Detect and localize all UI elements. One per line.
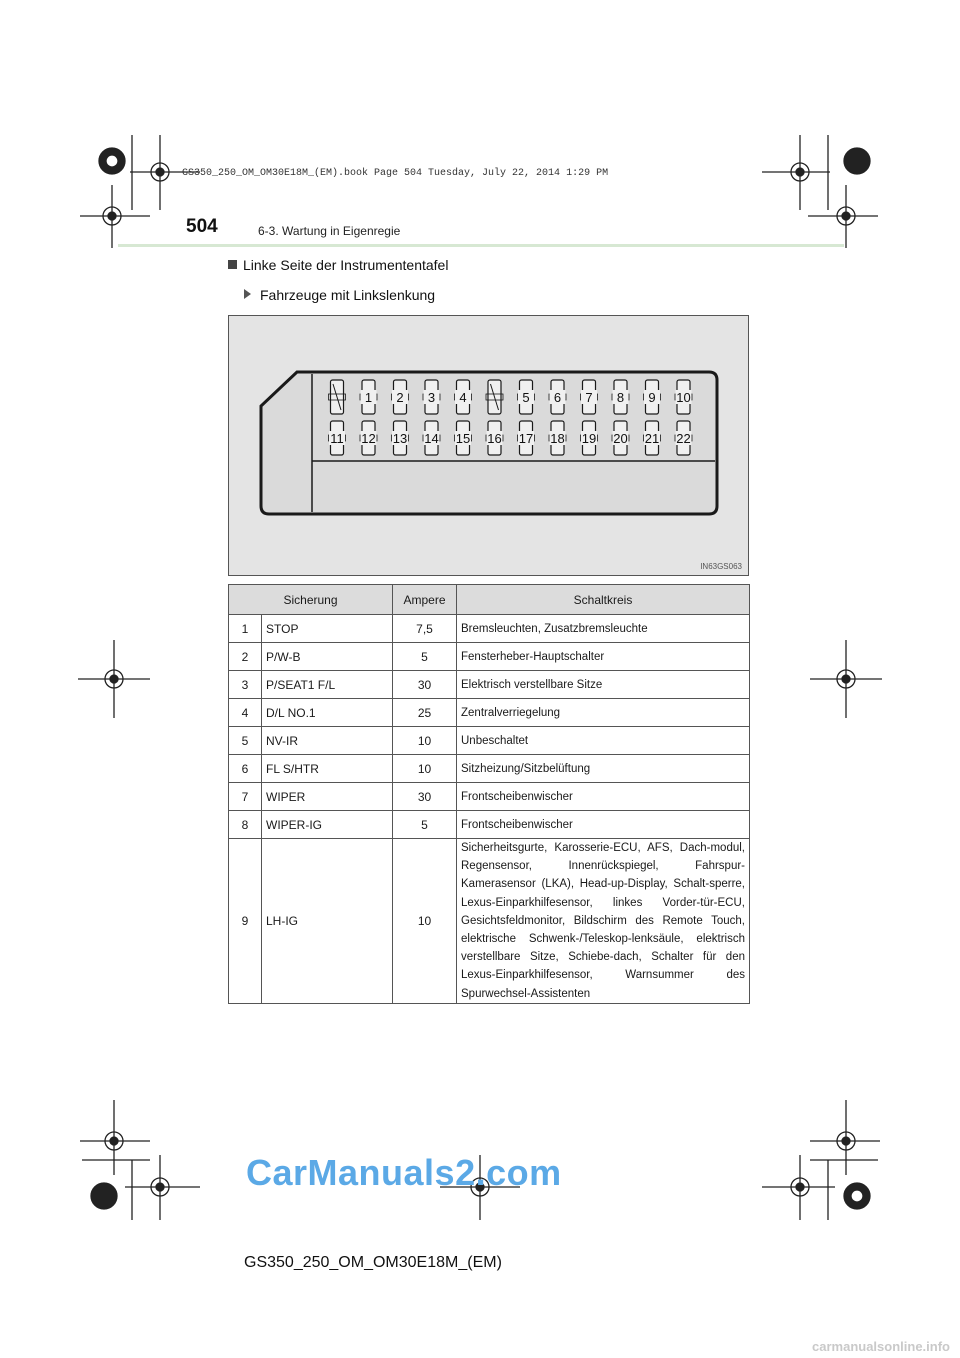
fuse-label: 2 <box>396 390 404 405</box>
crosshair-icon <box>762 135 830 210</box>
crosshair-icon <box>810 640 882 718</box>
fuse-circuit: Fensterheber-Hauptschalter <box>457 643 750 671</box>
fuse-label: 10 <box>676 390 691 405</box>
fuse-slot <box>486 421 503 455</box>
fuse-slot <box>455 380 472 414</box>
fuse-label: 4 <box>459 390 467 405</box>
fuse-ampere: 25 <box>393 699 457 727</box>
fuse-ampere: 10 <box>393 839 457 1004</box>
heading-text: Linke Seite der Instrumententafel <box>243 257 449 273</box>
header-circuit: Schaltkreis <box>457 585 750 615</box>
subheading <box>244 287 435 303</box>
fuse-slot <box>612 421 629 455</box>
fuse-circuit: Unbeschaltet <box>457 727 750 755</box>
fuse-ampere: 10 <box>393 727 457 755</box>
sunburst-icon <box>91 1183 117 1209</box>
fuse-name: FL S/HTR <box>262 755 393 783</box>
sunburst-icon <box>844 1183 870 1209</box>
fuse-slot <box>581 421 598 455</box>
fuse-slot <box>612 380 629 414</box>
triangle-bullet-icon <box>244 289 251 299</box>
site-watermark: carmanualsonline.info <box>812 1339 950 1354</box>
fuse-label: 17 <box>518 431 534 446</box>
header-ampere: Ampere <box>393 585 457 615</box>
fuse-name: P/W-B <box>262 643 393 671</box>
fuse-number: 1 <box>229 615 262 643</box>
fuse-slot <box>581 380 598 414</box>
table-row <box>229 727 750 755</box>
fuse-ampere: 30 <box>393 671 457 699</box>
fuse-name: STOP <box>262 615 393 643</box>
fuse-name: NV-IR <box>262 727 393 755</box>
fuse-label: 13 <box>392 431 408 446</box>
fuse-ampere: 5 <box>393 811 457 839</box>
fuse-slot <box>486 380 503 414</box>
fuse-slot <box>518 421 535 455</box>
crosshair-icon <box>80 1100 150 1175</box>
table-row <box>229 783 750 811</box>
table-row <box>229 839 750 1004</box>
fuse-table <box>228 584 750 1004</box>
fuse-circuit: Frontscheibenwischer <box>457 811 750 839</box>
fuse-circuit: Frontscheibenwischer <box>457 783 750 811</box>
fuse-number: 8 <box>229 811 262 839</box>
fuse-slot <box>549 421 566 455</box>
fuse-number: 5 <box>229 727 262 755</box>
fuse-name: WIPER-IG <box>262 811 393 839</box>
crosshair-icon <box>808 185 878 248</box>
fuse-slot <box>455 421 472 455</box>
fuse-slot <box>675 421 692 455</box>
fuse-label: 19 <box>581 431 597 446</box>
fuse-ampere: 10 <box>393 755 457 783</box>
fuse-slot <box>675 380 692 414</box>
fuse-name: D/L NO.1 <box>262 699 393 727</box>
table-row <box>229 811 750 839</box>
fuse-label: 11 <box>330 431 344 446</box>
fuse-label: 15 <box>455 431 471 446</box>
table-row <box>229 755 750 783</box>
fuse-slot <box>518 380 535 414</box>
fuse-label: 3 <box>427 390 436 405</box>
fuse-box-diagram <box>229 316 748 575</box>
crosshair-icon <box>810 1100 880 1175</box>
crosshair-icon <box>80 185 150 248</box>
table-row <box>229 643 750 671</box>
fuse-circuit: Sitzheizung/Sitzbelüftung <box>457 755 750 783</box>
print-info: GS350_250_OM_OM30E18M_(EM).book Page 504 Tuesday, July 22, 2014 1:29 PM <box>182 168 609 179</box>
fuse-ampere: 7,5 <box>393 615 457 643</box>
fuse-label: 5 <box>522 390 530 405</box>
fuse-number: 7 <box>229 783 262 811</box>
fuse-slot <box>644 421 661 455</box>
fuse-slot <box>549 380 566 414</box>
fuse-label: 14 <box>424 431 439 446</box>
fuse-slot <box>392 421 409 455</box>
fuse-name: LH-IG <box>262 839 393 1004</box>
fuse-name: P/SEAT1 F/L <box>262 671 393 699</box>
fuse-slot <box>423 421 440 455</box>
fuse-name: WIPER <box>262 783 393 811</box>
subheading-text: Fahrzeuge mit Linkslenkung <box>260 287 436 303</box>
sunburst-icon <box>99 148 125 174</box>
fuse-box-figure <box>228 315 749 576</box>
fuse-label: 12 <box>361 431 376 446</box>
fuse-label: 6 <box>553 390 562 405</box>
table-header-row <box>229 585 750 615</box>
fuse-circuit: Sicherheitsgurte, Karosserie-ECU, AFS, Dach-modul, Regensensor, Innenrückspiegel, Fahrspur-Kamerasensor (LKA), Head-up-Display, Schalt-sperre, Lexus-Einparkhilfesensor, linkes Vorder-tür-ECU, Gesichtsfeldmonitor, Bildschirm des Remote Touch, elektrische Schwenk-/Teleskop-lenksäule, elektrisch verstellbare Sitze, Schiebe-dach, Schalter für den Lexus-Einparkhilfesensor, Warnsummer des Spurwechsel-Assistenten <box>457 839 750 1004</box>
section-title: 6-3. Wartung in Eigenregie <box>258 224 401 238</box>
crosshair-icon <box>762 1155 835 1220</box>
fuse-circuit: Elektrisch verstellbare Sitze <box>457 671 750 699</box>
fuse-slot <box>360 380 377 414</box>
sunburst-icon <box>844 148 870 174</box>
fuse-number: 9 <box>229 839 262 1004</box>
footer-code: GS350_250_OM_OM30E18M_(EM) <box>244 1254 502 1271</box>
fuse-slot <box>360 421 377 455</box>
crosshair-icon <box>125 1155 200 1220</box>
table-row <box>229 671 750 699</box>
fuse-slot <box>423 380 440 414</box>
fuse-label: 22 <box>676 431 691 446</box>
fuse-label: 16 <box>487 431 502 446</box>
fuse-number: 3 <box>229 671 262 699</box>
fuse-label: 18 <box>550 431 565 446</box>
fuse-number: 6 <box>229 755 262 783</box>
square-bullet-icon <box>228 260 237 269</box>
figure-code: IN63GS063 <box>700 562 742 571</box>
fuse-label: 21 <box>644 431 660 446</box>
fuse-slot <box>329 421 346 455</box>
header-fuse: Sicherung <box>229 585 393 615</box>
crosshair-icon <box>78 640 150 718</box>
fuse-label: 7 <box>585 390 593 405</box>
fuse-slot <box>644 380 661 414</box>
table-row <box>229 699 750 727</box>
fuse-slot <box>329 380 346 414</box>
fuse-label: 8 <box>616 390 625 405</box>
page-number: 504 <box>186 216 218 237</box>
header-rule <box>118 244 844 247</box>
heading <box>228 257 448 273</box>
fuse-circuit: Bremsleuchten, Zusatzbremsleuchte <box>457 615 750 643</box>
fuse-number: 4 <box>229 699 262 727</box>
fuse-slot <box>392 380 409 414</box>
fuse-label: 1 <box>364 390 373 405</box>
fuse-number: 2 <box>229 643 262 671</box>
table-row <box>229 615 750 643</box>
fuse-label: 9 <box>648 390 656 405</box>
fuse-circuit: Zentralverriegelung <box>457 699 750 727</box>
fuse-label: 20 <box>613 431 628 446</box>
fuse-ampere: 5 <box>393 643 457 671</box>
fuse-ampere: 30 <box>393 783 457 811</box>
watermark: CarManuals2.com <box>246 1152 562 1193</box>
